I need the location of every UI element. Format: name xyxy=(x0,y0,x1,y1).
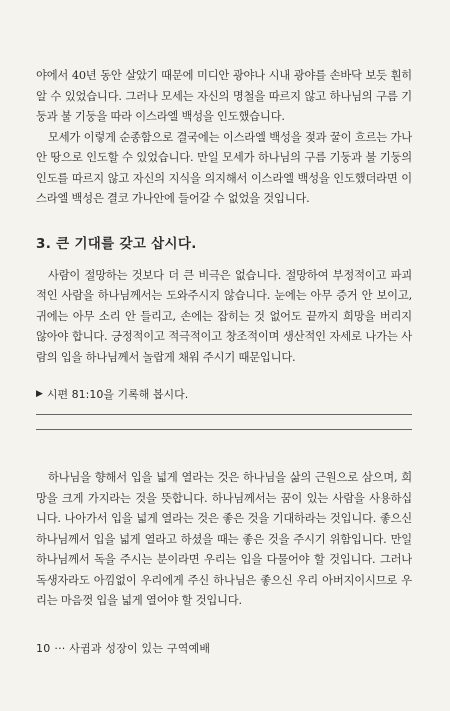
page-body xyxy=(36,66,412,612)
exercise-text: 시편 81:10을 기록해 봅시다. xyxy=(46,388,189,401)
book-title: 사귐과 성장이 있는 구역예배 xyxy=(69,642,211,655)
paragraph-continued: 야에서 40년 동안 살았기 때문에 미디안 광야나 시내 광야를 손바닥 보듯 훤히 알 수 있었습니다. 그러나 모세는 자신의 명철을 따르지 않고 하나님의 구름 기둥과 불 기둥을 따라 이스라엘 백성을 인도했습니다. xyxy=(36,69,412,123)
paragraph-moses: 모세가 이렇게 순종함으로 결국에는 이스라엘 백성을 젖과 꿀이 흐르는 가나안 땅으로 인도할 수 있었습니다. 만일 모세가 하나님의 구름 기둥과 불 기둥의 인도를 따르지 않고 자신의 지식을 의지해서 이스라엘 백성을 인도했더라면 이스라엘 백성은 결코 가나안에 들어갈 수 없었을 것입니다. xyxy=(36,130,412,205)
exercise-prompt xyxy=(36,386,412,402)
answer-line[interactable] xyxy=(36,414,412,415)
page-number: 10 xyxy=(36,642,51,655)
section-heading: 3. 큰 기대를 갖고 삽시다. xyxy=(36,235,197,252)
footer-separator: ··· xyxy=(54,642,66,655)
page-footer xyxy=(36,640,210,656)
paragraph-despair: 사람이 절망하는 것보다 더 큰 비극은 없습니다. 절망하여 부정적이고 파괴적인 사람을 하나님께서는 도와주시지 않습니다. 눈에는 아무 증거 안 보이고, 귀에는 아무 소리 안 들리고, 손에는 잡히는 것 없어도 끝까지 희망을 버리지 않아야 합니다. 긍정적이고 적극적이고 창조적이며 생산적인 자세로 나가는 사람의 입을 하나님께서 놀랍게 채워 주시기 때문입니다. xyxy=(36,268,412,364)
triangle-marker-icon: ▶ xyxy=(36,389,43,399)
paragraph-open-mouth: 하나님을 향해서 입을 넓게 열라는 것은 하나님을 삶의 근원으로 삼으며, 희망을 크게 가지라는 것을 뜻합니다. 하나님께서는 꿈이 있는 사람을 사용하십니다. 나아가서 입을 넓게 열라는 것은 좋은 것을 기대하라는 것입니다. 좋으신 하나님께서 입을 넓게 열라고 하셨을 때는 좋은 것을 주시기 위함입니다. 만일 하나님께서 독을 주시는 분이라면 우리는 입을 다물어야 할 것입니다. 그러나 독생자라도 아낌없이 우리에게 주신 하나님은 좋으신 우리 아버지이시므로 우리는 마음껏 입을 넓게 열어야 할 것입니다. xyxy=(36,471,412,607)
